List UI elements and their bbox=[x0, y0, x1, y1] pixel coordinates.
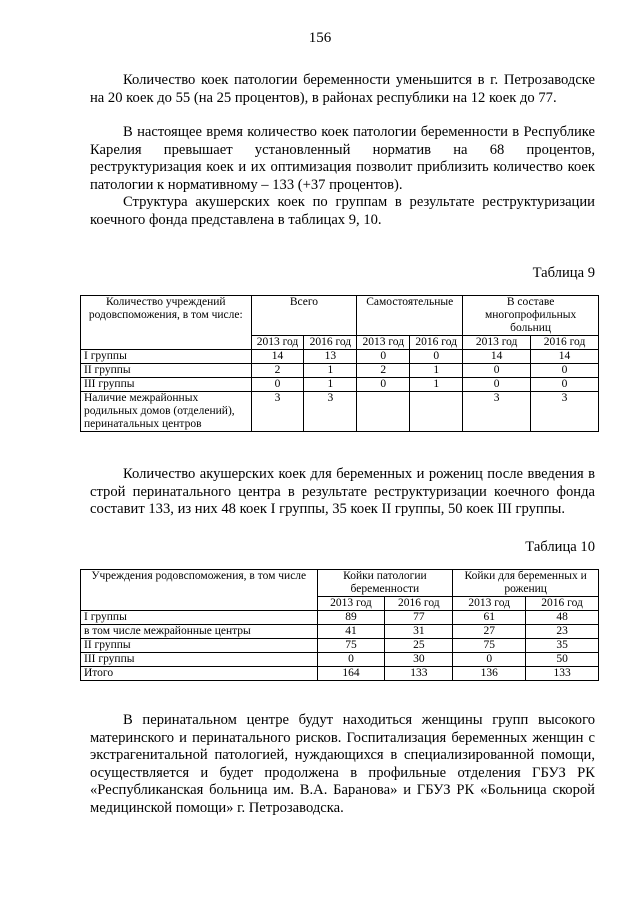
cell: 1 bbox=[410, 378, 463, 392]
cell: 75 bbox=[453, 639, 526, 653]
cell: 0 bbox=[251, 378, 304, 392]
cell: 2 bbox=[357, 364, 410, 378]
table-row bbox=[81, 378, 599, 392]
cell: 50 bbox=[526, 653, 599, 667]
cell: 133 bbox=[526, 667, 599, 681]
table-9-year-header: 2016 год bbox=[410, 336, 463, 350]
cell: 3 bbox=[463, 392, 531, 432]
cell: 14 bbox=[251, 350, 304, 364]
cell: 0 bbox=[531, 378, 599, 392]
table-10-year-header: 2016 год bbox=[385, 597, 453, 611]
table-row bbox=[81, 667, 599, 681]
table-9-year-header: 2013 год bbox=[251, 336, 304, 350]
table-9-header-total: Всего bbox=[251, 296, 357, 336]
table-10-year-header: 2013 год bbox=[453, 597, 526, 611]
table-10-caption: Таблица 10 bbox=[525, 539, 595, 555]
cell: 3 bbox=[251, 392, 304, 432]
row-label: Итого bbox=[81, 667, 318, 681]
cell: 164 bbox=[317, 667, 385, 681]
paragraph-2: В настоящее время количество коек патологии беременности в Республике Карелия превышает установленный норматив на 68 процентов, реструктуризация коек и их оптимизация позволит приблизить количество коек патологии к нормативному – 133 (+37 процентов). bbox=[90, 124, 595, 193]
cell: 61 bbox=[453, 611, 526, 625]
table-row bbox=[81, 364, 599, 378]
cell: 1 bbox=[410, 364, 463, 378]
table-9-header-multiprofile: В составе многопрофильных больниц bbox=[463, 296, 599, 336]
cell: 27 bbox=[453, 625, 526, 639]
paragraph-5: В перинатальном центре будут находиться женщины групп высокого материнского и перинатального рисков. Госпитализация беременных женщин с экстрагенитальной патологией, нуждающихся в специализированной помощи, осуществляется и будет продолжена в профильные отделения ГБУЗ РК «Республиканская больница им. В.А. Баранова» и ГБУЗ РК «Больница скорой медицинской помощи» г. Петрозаводска. bbox=[90, 712, 595, 816]
table-9 bbox=[80, 295, 599, 432]
paragraph-1: Количество коек патологии беременности уменьшится в г. Петрозаводске на 20 коек до 55 (на 25 процентов), в районах республики на 12 коек до 77. bbox=[90, 72, 595, 106]
table-row bbox=[81, 350, 599, 364]
table-9-year-header: 2016 год bbox=[304, 336, 357, 350]
table-9-year-header: 2016 год bbox=[531, 336, 599, 350]
table-row bbox=[81, 625, 599, 639]
cell: 136 bbox=[453, 667, 526, 681]
table-9-caption: Таблица 9 bbox=[532, 265, 595, 281]
table-10-year-header: 2016 год bbox=[526, 597, 599, 611]
cell: 75 bbox=[317, 639, 385, 653]
table-9-year-header: 2013 год bbox=[357, 336, 410, 350]
cell: 31 bbox=[385, 625, 453, 639]
table-row bbox=[81, 639, 599, 653]
cell: 0 bbox=[463, 378, 531, 392]
table-10-header-maternity-beds: Койки для беременных и рожениц bbox=[453, 570, 599, 597]
cell: 2 bbox=[251, 364, 304, 378]
cell: 23 bbox=[526, 625, 599, 639]
page-number: 156 bbox=[308, 30, 332, 46]
cell: 35 bbox=[526, 639, 599, 653]
table-row bbox=[81, 611, 599, 625]
cell bbox=[410, 392, 463, 432]
table-10 bbox=[80, 569, 599, 681]
cell: 3 bbox=[531, 392, 599, 432]
cell: 0 bbox=[357, 378, 410, 392]
cell: 14 bbox=[463, 350, 531, 364]
row-label: I группы bbox=[81, 611, 318, 625]
cell: 25 bbox=[385, 639, 453, 653]
table-10-year-header: 2013 год bbox=[317, 597, 385, 611]
cell: 77 bbox=[385, 611, 453, 625]
cell: 0 bbox=[463, 364, 531, 378]
table-9-header-independent: Самостоятельные bbox=[357, 296, 463, 336]
cell: 48 bbox=[526, 611, 599, 625]
cell bbox=[357, 392, 410, 432]
cell: 1 bbox=[304, 364, 357, 378]
cell: 1 bbox=[304, 378, 357, 392]
cell: 14 bbox=[531, 350, 599, 364]
cell: 0 bbox=[453, 653, 526, 667]
table-row bbox=[81, 392, 599, 432]
table-row bbox=[81, 653, 599, 667]
row-label: III группы bbox=[81, 653, 318, 667]
cell: 0 bbox=[410, 350, 463, 364]
cell: 0 bbox=[317, 653, 385, 667]
cell: 89 bbox=[317, 611, 385, 625]
cell: 13 bbox=[304, 350, 357, 364]
table-10-header-institutions: Учреждения родовспоможения, в том числе bbox=[81, 570, 318, 611]
table-10-header-pathology-beds: Койки патологии беременности bbox=[317, 570, 453, 597]
cell: 133 bbox=[385, 667, 453, 681]
row-label: Наличие межрайонных родильных домов (отделений), перинатальных центров bbox=[81, 392, 252, 432]
row-label: II группы bbox=[81, 639, 318, 653]
row-label: I группы bbox=[81, 350, 252, 364]
cell: 3 bbox=[304, 392, 357, 432]
cell: 41 bbox=[317, 625, 385, 639]
table-9-year-header: 2013 год bbox=[463, 336, 531, 350]
cell: 0 bbox=[531, 364, 599, 378]
cell: 30 bbox=[385, 653, 453, 667]
cell: 0 bbox=[357, 350, 410, 364]
row-label: II группы bbox=[81, 364, 252, 378]
paragraph-4: Количество акушерских коек для беременных и рожениц после введения в строй перинатального центра в результате реструктуризации коечного фонда составит 133, из них 48 коек I группы, 35 коек II группы, 50 коек III группы. bbox=[90, 466, 595, 518]
row-label: в том числе межрайонные центры bbox=[81, 625, 318, 639]
paragraph-3: Структура акушерских коек по группам в результате реструктуризации коечного фонда представлена в таблицах 9, 10. bbox=[90, 194, 595, 228]
row-label: III группы bbox=[81, 378, 252, 392]
table-9-header-institutions: Количество учреждений родовспоможения, в том числе: bbox=[81, 296, 252, 350]
